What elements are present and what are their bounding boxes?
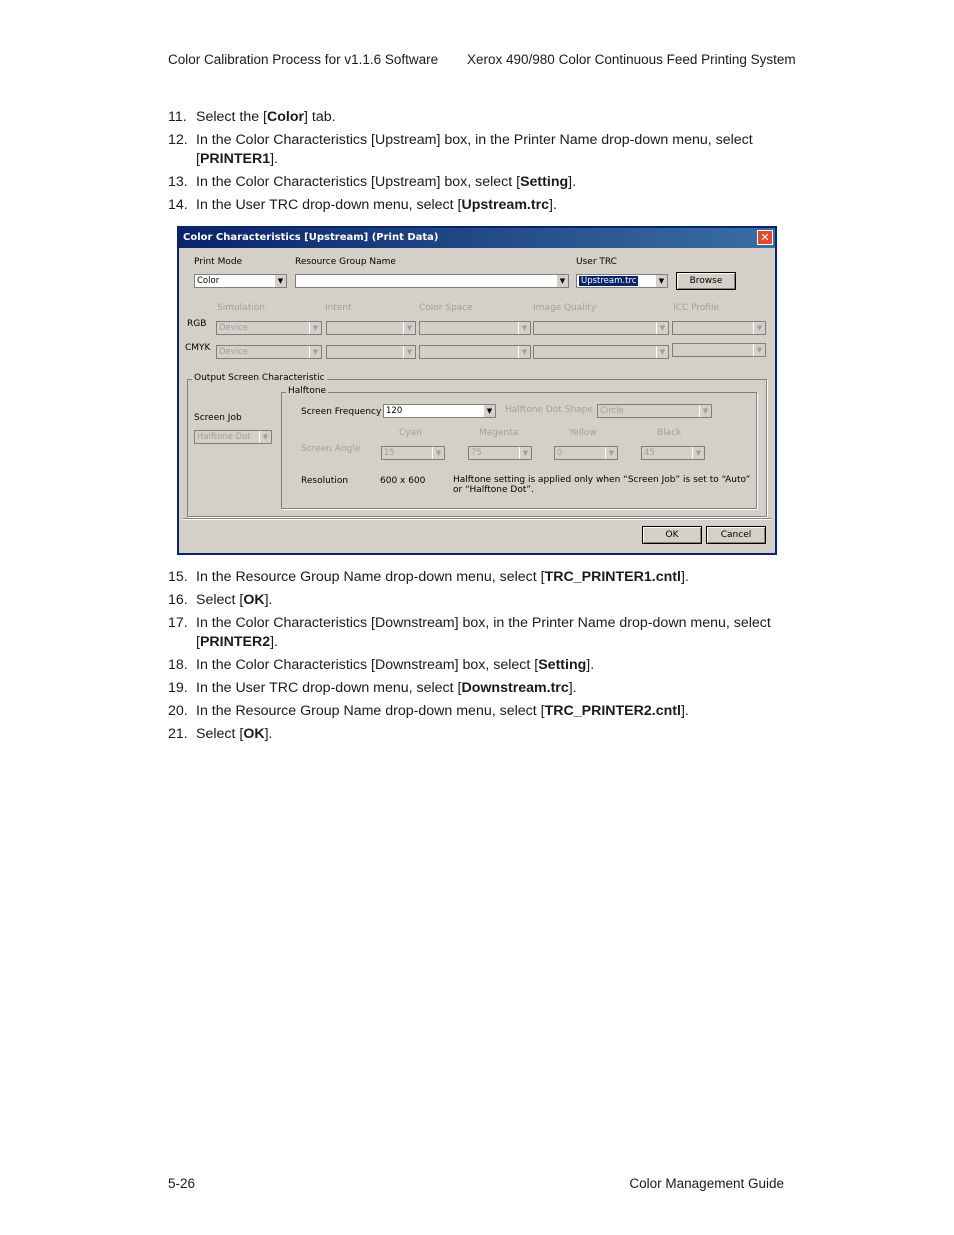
chevron-down-icon: ▼ bbox=[519, 447, 531, 459]
rgb-simulation-select[interactable]: Device ▼ bbox=[216, 321, 322, 335]
icc-profile-header: ICC Profile bbox=[673, 303, 720, 313]
chevron-down-icon: ▼ bbox=[656, 322, 668, 334]
rgb-icc-profile-select[interactable] bbox=[672, 321, 766, 335]
print-mode-label: Print Mode bbox=[194, 257, 243, 267]
dialog-title: Color Characteristics [Upstream] (Print Data) bbox=[183, 232, 439, 243]
screen-job-select[interactable]: Halftone Dot ▼ bbox=[194, 430, 272, 444]
angle-black-select[interactable]: 45 ▼ bbox=[641, 446, 705, 460]
screen-job-label: Screen Job bbox=[194, 413, 242, 423]
magenta-label: Magenta bbox=[479, 428, 519, 438]
step-20: 20. In the Resource Group Name drop-down menu, select [TRC_PRINTER2.cntl]. bbox=[168, 703, 689, 719]
browse-button[interactable]: Browse bbox=[676, 272, 736, 290]
rgb-image-quality-select[interactable] bbox=[533, 321, 669, 335]
ok-button[interactable]: OK bbox=[642, 526, 702, 544]
chevron-down-icon: ▼ bbox=[699, 405, 711, 417]
user-trc-select[interactable]: Upstream.trc ▼ bbox=[576, 274, 668, 288]
cmyk-intent-select[interactable] bbox=[326, 345, 416, 359]
chevron-down-icon: ▼ bbox=[309, 346, 321, 358]
step-19: 19. In the User TRC drop-down menu, select [Downstream.trc]. bbox=[168, 680, 577, 696]
step-13: 13. In the Color Characteristics [Upstream] box, select [Setting]. bbox=[168, 174, 577, 190]
rgb-color-space-select[interactable] bbox=[419, 321, 531, 335]
chevron-down-icon: ▼ bbox=[656, 346, 668, 358]
screen-angle-label: Screen Angle bbox=[301, 444, 361, 454]
chevron-down-icon: ▼ bbox=[605, 447, 617, 459]
simulation-header: Simulation bbox=[217, 303, 265, 313]
dialog-title-bar bbox=[179, 228, 775, 248]
header-right: Xerox 490/980 Color Continuous Feed Printing System bbox=[467, 52, 796, 67]
cmyk-icc-profile-select[interactable] bbox=[672, 343, 766, 357]
resource-group-label: Resource Group Name bbox=[295, 257, 396, 267]
cmyk-color-space-select[interactable] bbox=[419, 345, 531, 359]
screen-frequency-select[interactable]: 120 ▼ bbox=[383, 404, 496, 418]
divider bbox=[183, 518, 771, 519]
step-17: 17. In the Color Characteristics [Downstream] box, in the Printer Name drop-down menu, select [PRINTER2]. bbox=[168, 615, 771, 650]
rgb-intent-select[interactable] bbox=[326, 321, 416, 335]
color-space-header: Color Space bbox=[419, 303, 473, 313]
halftone-group-title: Halftone bbox=[288, 386, 327, 396]
halftone-note-line2: or “Halftone Dot”. bbox=[453, 485, 534, 495]
resolution-value: 600 x 600 bbox=[380, 476, 426, 486]
halftone-dot-shape-select[interactable]: Circle ▼ bbox=[597, 404, 712, 418]
chevron-down-icon: ▼ bbox=[753, 322, 765, 334]
cancel-button[interactable]: Cancel bbox=[706, 526, 766, 544]
chevron-down-icon: ▼ bbox=[309, 322, 321, 334]
steps-before-dialog bbox=[168, 108, 788, 219]
chevron-down-icon: ▼ bbox=[403, 346, 415, 358]
angle-magenta-select[interactable]: 75 ▼ bbox=[468, 446, 532, 460]
chevron-down-icon: ▼ bbox=[432, 447, 444, 459]
step-18: 18. In the Color Characteristics [Downstream] box, select [Setting]. bbox=[168, 657, 595, 673]
close-icon[interactable]: ✕ bbox=[757, 230, 773, 245]
step-15: 15. In the Resource Group Name drop-down menu, select [TRC_PRINTER1.cntl]. bbox=[168, 569, 689, 585]
halftone-dot-shape-label: Halftone Dot Shape bbox=[505, 405, 593, 415]
chevron-down-icon: ▼ bbox=[753, 344, 765, 356]
step-21: 21. Select [OK]. bbox=[168, 726, 273, 742]
chevron-down-icon: ▼ bbox=[259, 431, 271, 443]
resolution-label: Resolution bbox=[301, 476, 349, 486]
step-12: 12. In the Color Characteristics [Upstream] box, in the Printer Name drop-down menu, select [PRINTER1]. bbox=[168, 132, 753, 167]
intent-header: Intent bbox=[325, 303, 352, 313]
page-number: 5-26 bbox=[168, 1176, 196, 1191]
color-characteristics-dialog bbox=[177, 226, 777, 555]
step-11: 11. Select the [Color] tab. bbox=[168, 109, 336, 125]
angle-cyan-select[interactable]: 15 ▼ bbox=[381, 446, 445, 460]
steps-after-dialog bbox=[168, 568, 788, 748]
image-quality-header: Image Quality bbox=[533, 303, 597, 313]
resource-group-select[interactable] bbox=[295, 274, 569, 288]
screen-frequency-label: Screen Frequency bbox=[301, 407, 382, 417]
chevron-down-icon: ▼ bbox=[403, 322, 415, 334]
cyan-label: Cyan bbox=[399, 428, 422, 438]
step-16: 16. Select [OK]. bbox=[168, 592, 273, 608]
cmyk-image-quality-select[interactable] bbox=[533, 345, 669, 359]
chevron-down-icon: ▼ bbox=[692, 447, 704, 459]
output-screen-group-title: Output Screen Characteristic bbox=[194, 373, 325, 383]
footer-guide-title: Color Management Guide bbox=[629, 1176, 784, 1191]
chevron-down-icon: ▼ bbox=[274, 275, 286, 287]
halftone-note-line1: Halftone setting is applied only when “Screen Job” is set to “Auto” bbox=[453, 475, 751, 485]
rgb-label: RGB bbox=[187, 319, 207, 329]
black-label: Black bbox=[657, 428, 682, 438]
cmyk-label: CMYK bbox=[185, 343, 211, 353]
chevron-down-icon: ▼ bbox=[556, 275, 568, 287]
chevron-down-icon: ▼ bbox=[518, 322, 530, 334]
yellow-label: Yellow bbox=[569, 428, 597, 438]
step-14: 14. In the User TRC drop-down menu, select [Upstream.trc]. bbox=[168, 197, 557, 213]
chevron-down-icon: ▼ bbox=[655, 275, 667, 287]
user-trc-label: User TRC bbox=[576, 257, 617, 267]
print-mode-select[interactable]: Color ▼ bbox=[194, 274, 287, 288]
cmyk-simulation-select[interactable]: Device ▼ bbox=[216, 345, 322, 359]
chevron-down-icon: ▼ bbox=[518, 346, 530, 358]
header-left: Color Calibration Process for v1.1.6 Software bbox=[168, 52, 439, 67]
angle-yellow-select[interactable]: 0 ▼ bbox=[554, 446, 618, 460]
chevron-down-icon: ▼ bbox=[483, 405, 495, 417]
